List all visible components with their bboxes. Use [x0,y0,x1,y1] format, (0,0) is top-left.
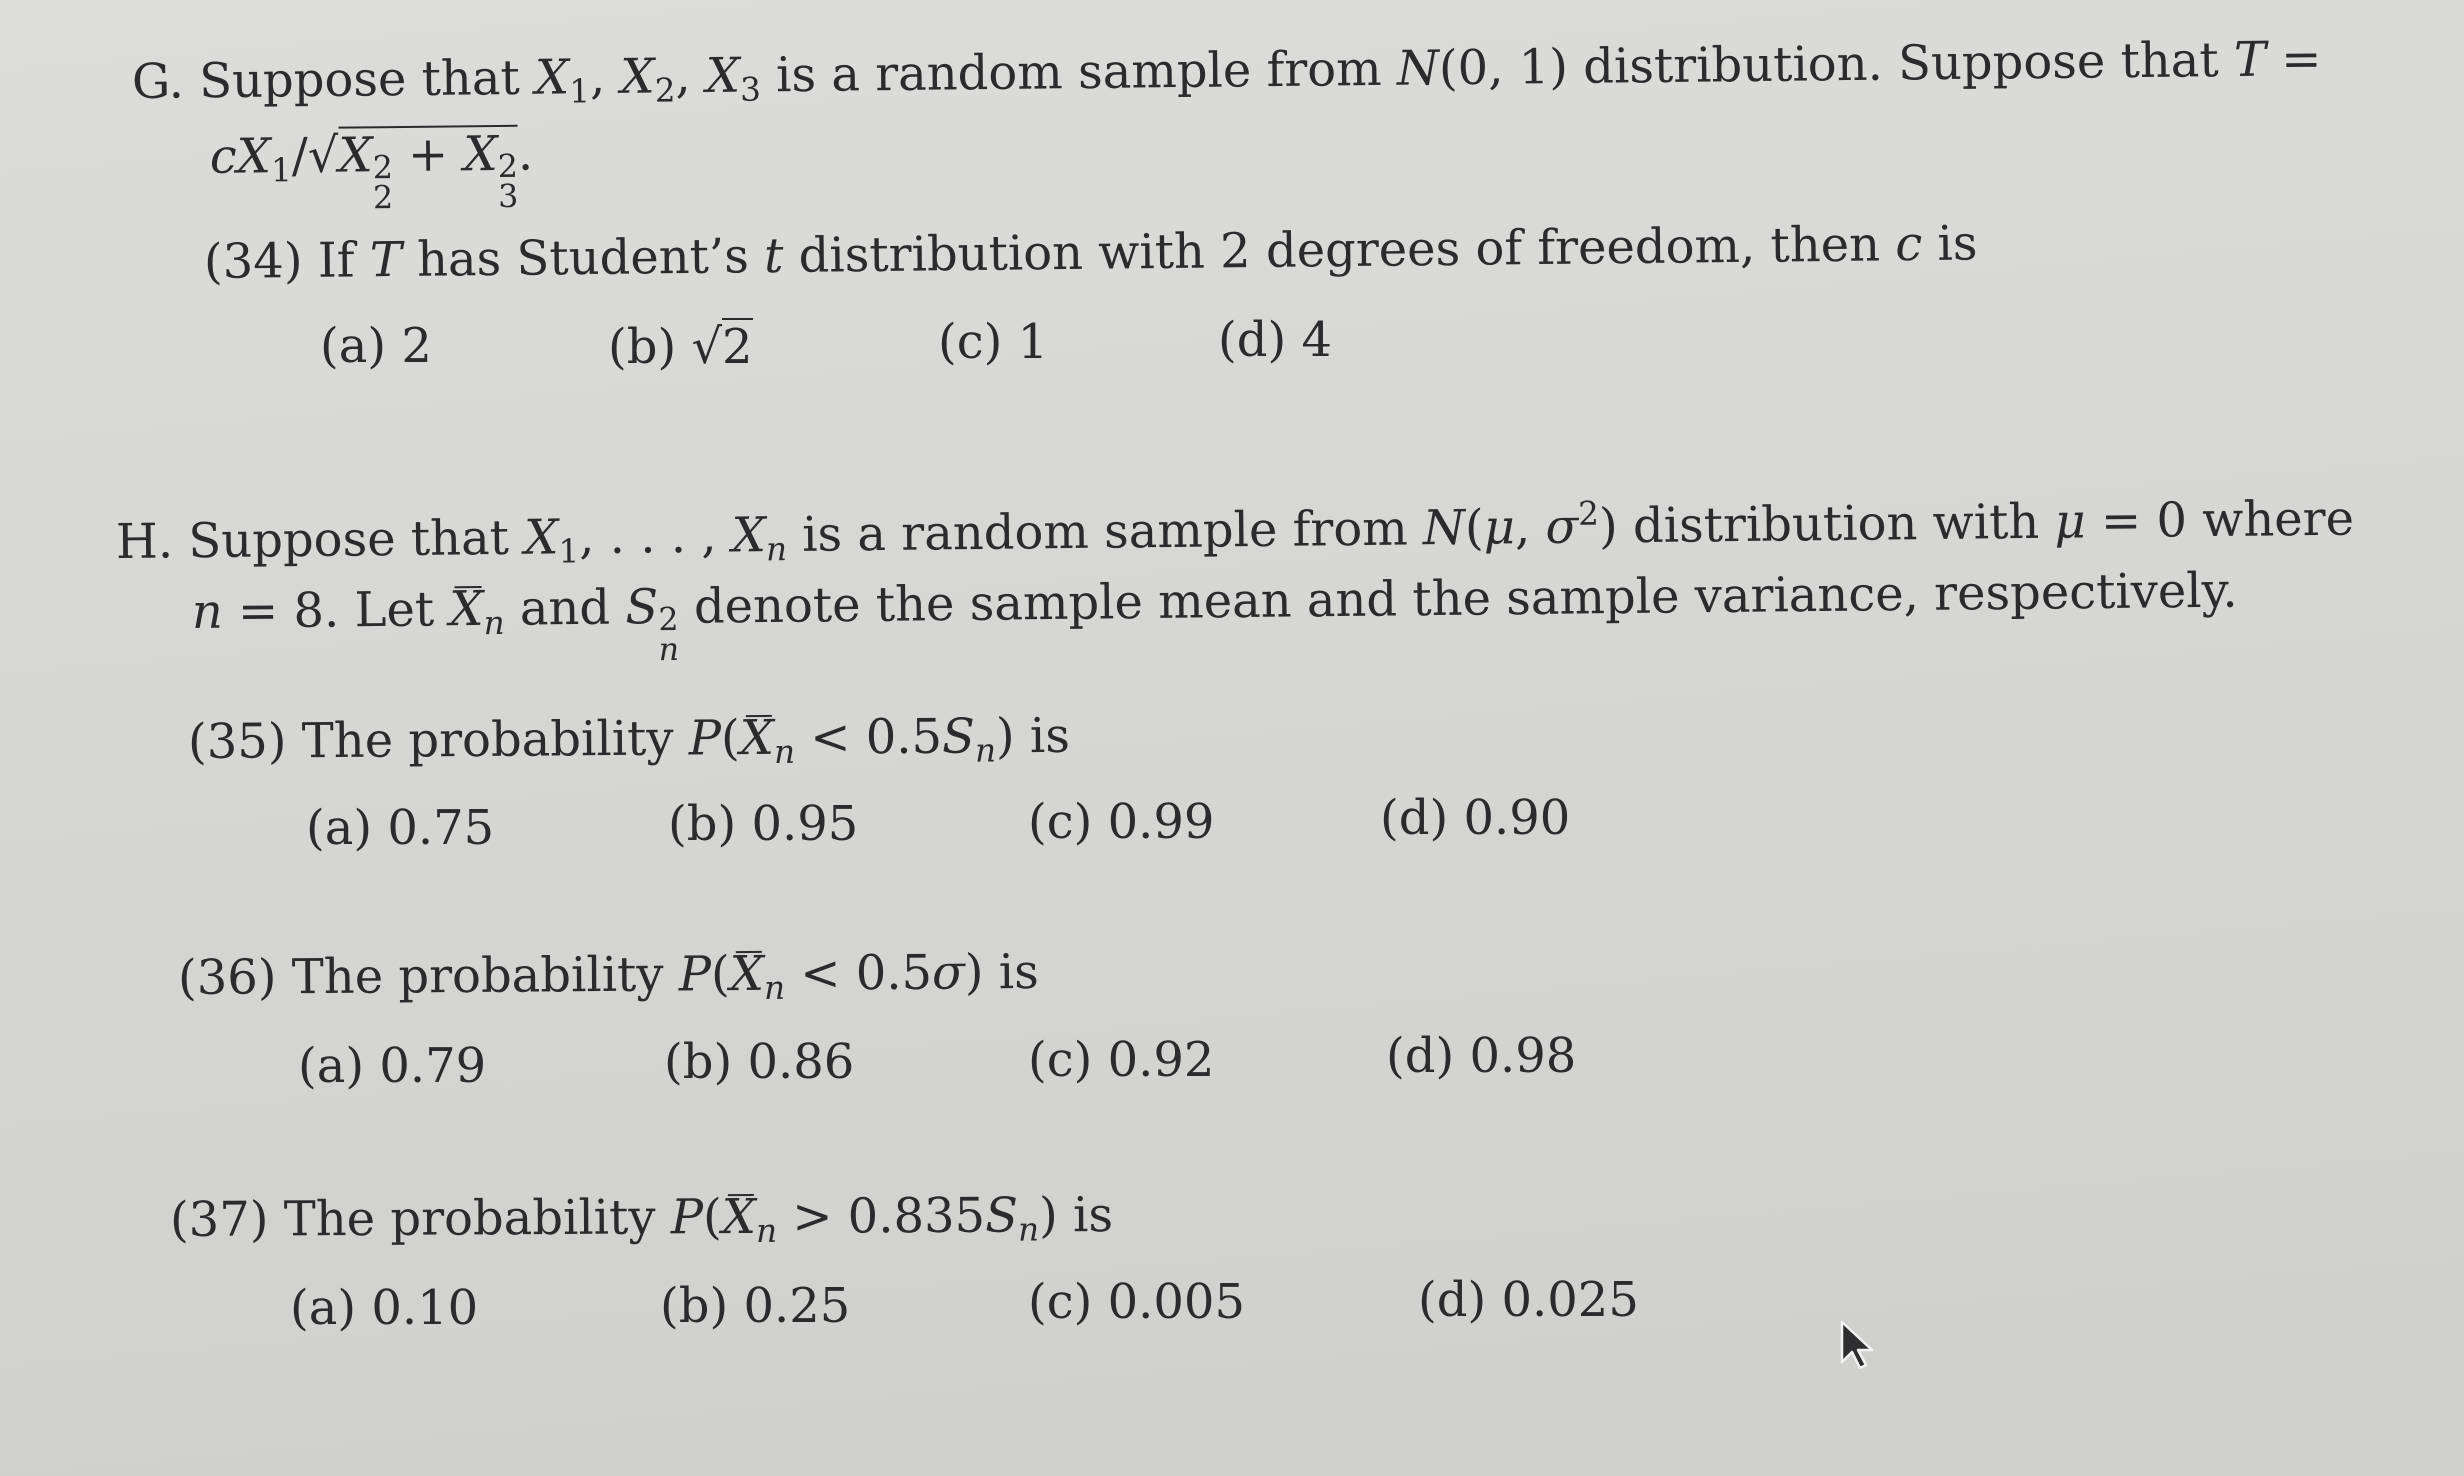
option-37-a[interactable]: (a) 0.10 [290,1280,479,1336]
option-36-a[interactable]: (a) 0.79 [298,1038,487,1094]
question-37-number: (37) [169,1191,269,1248]
question-37-options [0,1272,2464,1340]
question-35-stem: (35) The probability $P(X_n < 0.5S_n)$ is [187,707,1071,772]
option-36-b[interactable]: (b) 0.86 [664,1034,855,1090]
option-34-d[interactable]: (d) 4 [1218,312,1332,368]
problem-h-line-2: n = 8. Let $X_n$ and S 2 n denote the sample mean and the sample variance, respectively. [191,562,2238,669]
problem-g-sample: distribution. Suppose that [1582,32,2219,95]
option-35-b[interactable]: (b) 0.95 [668,796,859,852]
problem-g-line-2: $cX_1/√X$ 2 2 + X 2 3 . [209,125,534,217]
option-37-b[interactable]: (b) 0.25 [660,1278,851,1334]
option-36-c[interactable]: (c) 0.92 [1028,1032,1215,1088]
option-34-a[interactable]: (a) 2 [320,318,432,374]
question-34-number: (34) [203,232,303,290]
problem-g-label: G. [131,53,185,110]
question-37-stem: (37) The probability $P(X_n > 0.835S_n)$ is [169,1187,1114,1251]
question-35-number: (35) [187,713,287,770]
problem-h-label: H. [115,513,174,570]
problem-g-intro: Suppose that [198,49,520,110]
mouse-pointer-icon [1838,1318,1878,1372]
option-34-b[interactable]: (b) √2 [608,318,753,375]
problem-g-line-1: G. Suppose that $X_1$, $X_2$, $X_3$ is a random sample from N(0, 1) distribution. Suppose that T = [131,31,2322,111]
question-35-options [0,790,2464,858]
question-34-stem: (34) If T has Student’s t distribution with 2 degrees of freedom, then c is [203,215,1978,290]
question-36-number: (36) [177,949,277,1006]
option-35-d[interactable]: (d) 0.90 [1380,790,1571,846]
option-34-c[interactable]: (c) 1 [938,314,1049,370]
problem-h-line-1: H. Suppose that $X_1$, . . . , $X_n$ is a random sample from N(μ, $\sigma^2$) distribution with μ = 0 where [115,490,2355,571]
option-36-d[interactable]: (d) 0.98 [1386,1028,1577,1084]
option-37-d[interactable]: (d) 0.025 [1418,1272,1639,1328]
option-35-c[interactable]: (c) 0.99 [1028,794,1215,850]
question-36-stem: (36) The probability $P(X_n < 0.5\sigma)$ is [177,943,1039,1008]
question-36-options [0,1028,2464,1096]
option-35-a[interactable]: (a) 0.75 [306,800,495,856]
option-37-c[interactable]: (c) 0.005 [1028,1274,1246,1330]
question-34-options [0,312,2464,378]
